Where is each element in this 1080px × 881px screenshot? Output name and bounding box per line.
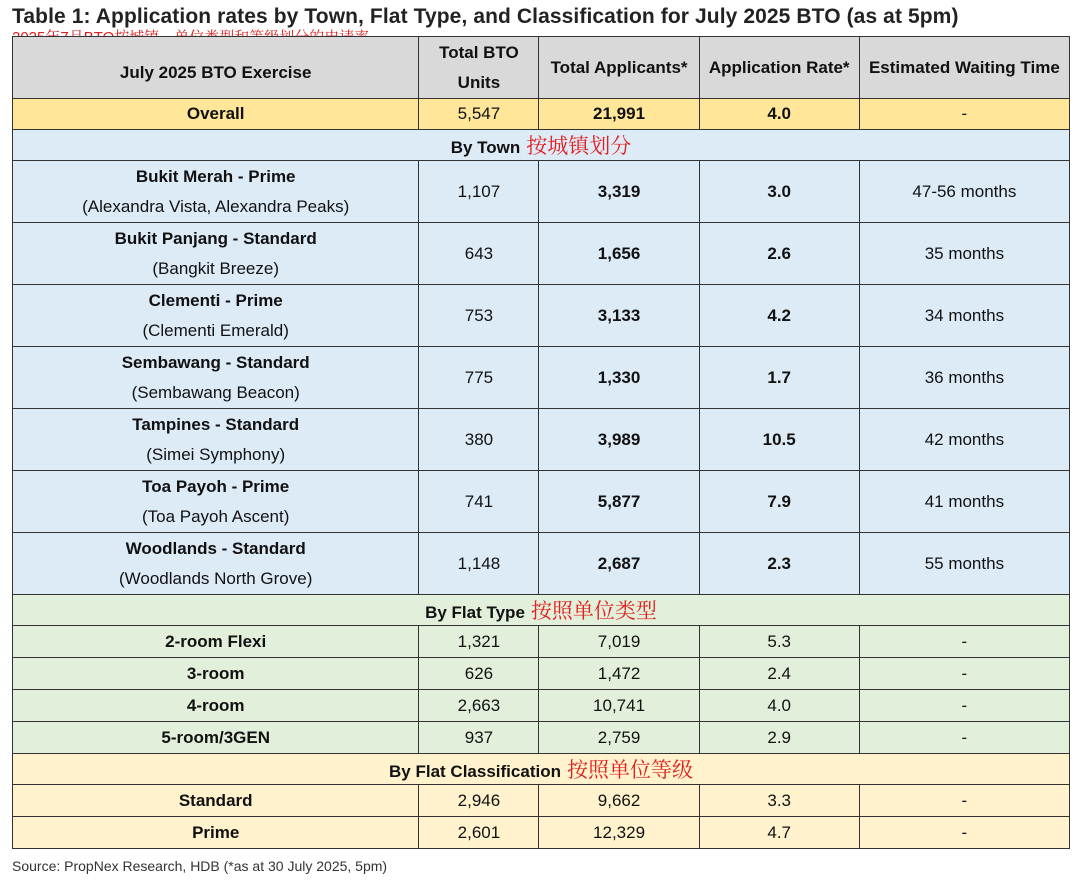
town-applicants: 5,877 [539, 471, 699, 533]
town-name: Tampines - Standard [132, 414, 300, 434]
flat-type-row [13, 690, 1070, 722]
overall-rate: 4.0 [699, 99, 859, 130]
flat-type-row [13, 722, 1070, 754]
town-project: (Woodlands North Grove) [119, 568, 313, 588]
overall-label: Overall [13, 99, 419, 130]
flat-type-waiting: - [859, 658, 1069, 690]
town-waiting: 55 months [859, 533, 1069, 595]
section-flat-type-label: By Flat Type [425, 603, 525, 622]
header-row [13, 37, 1070, 99]
town-row [13, 223, 1070, 285]
town-waiting: 41 months [859, 471, 1069, 533]
town-rate: 4.2 [699, 285, 859, 347]
section-classification-label-cn: 按照单位等级 [566, 759, 693, 782]
section-town-label: By Town [450, 138, 521, 157]
town-waiting: 42 months [859, 409, 1069, 471]
town-row [13, 161, 1070, 223]
flat-type-units: 1,321 [419, 626, 539, 658]
classification-rate: 4.7 [699, 817, 859, 849]
header-rate: Application Rate* [699, 37, 859, 99]
classification-waiting: - [859, 817, 1069, 849]
overall-row [13, 99, 1070, 130]
town-units: 380 [419, 409, 539, 471]
town-name: Woodlands - Standard [125, 538, 306, 558]
town-units: 753 [419, 285, 539, 347]
section-town-label-cn: 按城镇划分 [526, 135, 632, 158]
town-name-cell [13, 533, 419, 595]
town-units: 741 [419, 471, 539, 533]
town-units: 1,148 [419, 533, 539, 595]
town-project: (Clementi Emerald) [142, 320, 289, 340]
town-units: 1,107 [419, 161, 539, 223]
section-town [13, 130, 1070, 161]
flat-type-row [13, 658, 1070, 690]
flat-type-row [13, 626, 1070, 658]
town-waiting: 35 months [859, 223, 1069, 285]
town-name: Clementi - Prime [148, 290, 283, 310]
town-rows [13, 161, 1070, 595]
town-project: (Bangkit Breeze) [152, 258, 279, 278]
town-project: (Sembawang Beacon) [131, 382, 300, 402]
town-name-cell [13, 223, 419, 285]
flat-type-name: 3-room [13, 658, 419, 690]
town-name: Bukit Panjang - Standard [114, 228, 317, 248]
classification-name: Standard [13, 785, 419, 817]
town-rate: 1.7 [699, 347, 859, 409]
town-waiting: 34 months [859, 285, 1069, 347]
town-applicants: 1,656 [539, 223, 699, 285]
source-note: Source: PropNex Research, HDB (*as at 30 July 2025, 5pm) [12, 858, 388, 874]
overall-applicants: 21,991 [539, 99, 699, 130]
table-title: Table 1: Application rates by Town, Flat Type, and Classification for July 2025 BTO (as at 5pm) [12, 5, 959, 28]
town-rate: 2.6 [699, 223, 859, 285]
classification-applicants: 9,662 [539, 785, 699, 817]
overall-waiting: - [859, 99, 1069, 130]
town-name-cell [13, 347, 419, 409]
town-rate: 10.5 [699, 409, 859, 471]
town-name: Toa Payoh - Prime [142, 476, 290, 496]
flat-type-units: 626 [419, 658, 539, 690]
flat-type-rate: 5.3 [699, 626, 859, 658]
flat-type-waiting: - [859, 626, 1069, 658]
flat-type-applicants: 1,472 [539, 658, 699, 690]
town-row [13, 533, 1070, 595]
town-applicants: 1,330 [539, 347, 699, 409]
section-town-row [13, 130, 1070, 161]
town-applicants: 3,319 [539, 161, 699, 223]
town-rate: 3.0 [699, 161, 859, 223]
flat-type-units: 937 [419, 722, 539, 754]
flat-type-applicants: 2,759 [539, 722, 699, 754]
town-rate: 2.3 [699, 533, 859, 595]
classification-row [13, 817, 1070, 849]
section-flat-type [13, 595, 1070, 626]
classification-name: Prime [13, 817, 419, 849]
town-project: (Alexandra Vista, Alexandra Peaks) [82, 196, 350, 216]
classification-units: 2,601 [419, 817, 539, 849]
header-applicants: Total Applicants* [539, 37, 699, 99]
classification-rate: 3.3 [699, 785, 859, 817]
town-row [13, 285, 1070, 347]
section-classification-label: By Flat Classification [389, 762, 561, 781]
section-flat-type-label-cn: 按照单位类型 [530, 600, 657, 623]
town-name-cell [13, 409, 419, 471]
town-waiting: 47-56 months [859, 161, 1069, 223]
town-units: 643 [419, 223, 539, 285]
town-waiting: 36 months [859, 347, 1069, 409]
flat-type-units: 2,663 [419, 690, 539, 722]
classification-units: 2,946 [419, 785, 539, 817]
flat-type-applicants: 7,019 [539, 626, 699, 658]
town-name-cell [13, 471, 419, 533]
header-units: Total BTO Units [419, 37, 539, 99]
header-exercise: July 2025 BTO Exercise [13, 37, 419, 99]
town-row [13, 471, 1070, 533]
town-project: (Simei Symphony) [146, 444, 286, 464]
town-units: 775 [419, 347, 539, 409]
town-name-cell [13, 285, 419, 347]
town-applicants: 2,687 [539, 533, 699, 595]
flat-type-name: 4-room [13, 690, 419, 722]
header-waiting: Estimated Waiting Time [859, 37, 1069, 99]
flat-type-waiting: - [859, 722, 1069, 754]
town-row [13, 347, 1070, 409]
section-flat-type-row [13, 595, 1070, 626]
town-applicants: 3,133 [539, 285, 699, 347]
section-classification [13, 754, 1070, 785]
flat-type-rate: 2.4 [699, 658, 859, 690]
town-name-cell [13, 161, 419, 223]
flat-type-waiting: - [859, 690, 1069, 722]
section-classification-row [13, 754, 1070, 785]
classification-waiting: - [859, 785, 1069, 817]
classification-row [13, 785, 1070, 817]
town-name: Bukit Merah - Prime [135, 166, 296, 186]
flat-type-rate: 4.0 [699, 690, 859, 722]
town-applicants: 3,989 [539, 409, 699, 471]
town-row [13, 409, 1070, 471]
flat-type-rate: 2.9 [699, 722, 859, 754]
town-rate: 7.9 [699, 471, 859, 533]
overall-units: 5,547 [419, 99, 539, 130]
classification-applicants: 12,329 [539, 817, 699, 849]
flat-type-rows [13, 626, 1070, 754]
town-project: (Toa Payoh Ascent) [141, 506, 290, 526]
flat-type-applicants: 10,741 [539, 690, 699, 722]
flat-type-name: 2-room Flexi [13, 626, 419, 658]
bto-application-table [12, 36, 1070, 849]
town-name: Sembawang - Standard [121, 352, 310, 372]
flat-type-name: 5-room/3GEN [13, 722, 419, 754]
classification-rows [13, 785, 1070, 849]
